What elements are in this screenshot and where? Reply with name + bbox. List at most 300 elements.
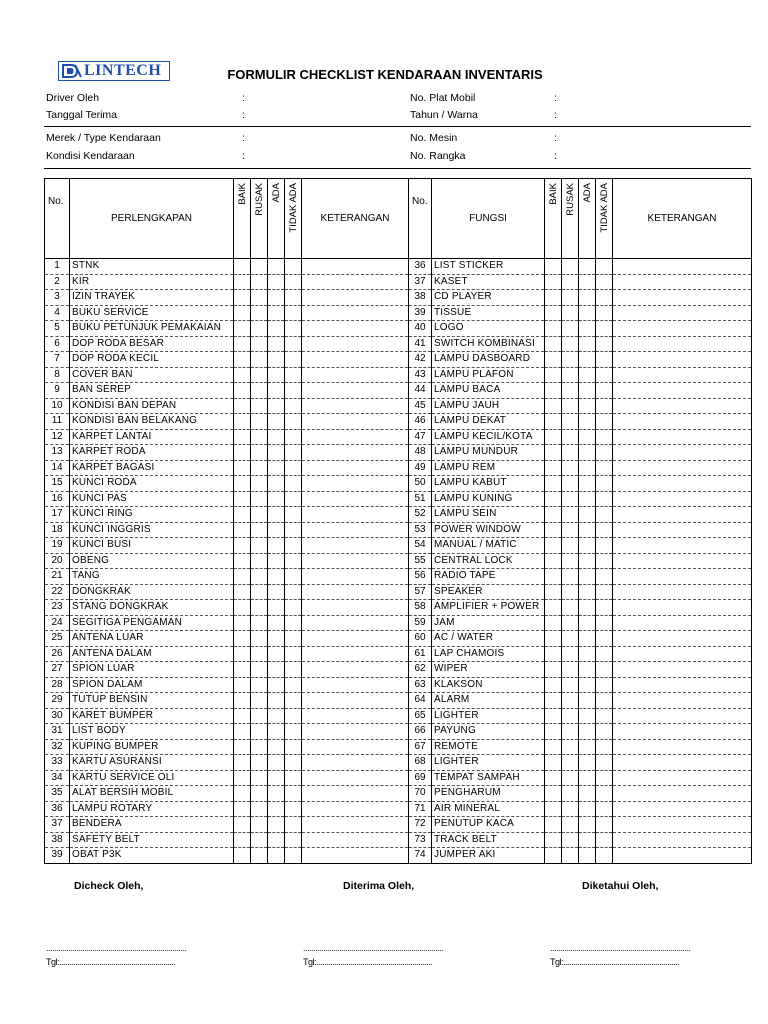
check-ada[interactable]: [579, 321, 596, 337]
check-ada[interactable]: [579, 801, 596, 817]
check-tidak-ada[interactable]: [596, 538, 613, 554]
check-tidak-ada[interactable]: [596, 336, 613, 352]
check-ada[interactable]: [579, 445, 596, 461]
keterangan-cell[interactable]: [613, 569, 752, 585]
check-tidak-ada[interactable]: [285, 522, 302, 538]
check-baik[interactable]: [234, 522, 251, 538]
check-ada[interactable]: [579, 600, 596, 616]
check-tidak-ada[interactable]: [285, 367, 302, 383]
check-rusak[interactable]: [251, 429, 268, 445]
check-rusak[interactable]: [562, 848, 579, 864]
keterangan-cell[interactable]: [302, 367, 409, 383]
check-baik[interactable]: [545, 662, 562, 678]
check-rusak[interactable]: [562, 724, 579, 740]
check-baik[interactable]: [545, 646, 562, 662]
check-tidak-ada[interactable]: [285, 832, 302, 848]
keterangan-cell[interactable]: [302, 755, 409, 771]
check-tidak-ada[interactable]: [285, 770, 302, 786]
keterangan-cell[interactable]: [302, 677, 409, 693]
keterangan-cell[interactable]: [302, 429, 409, 445]
check-tidak-ada[interactable]: [596, 832, 613, 848]
keterangan-cell[interactable]: [302, 693, 409, 709]
keterangan-cell[interactable]: [613, 724, 752, 740]
check-tidak-ada[interactable]: [285, 383, 302, 399]
check-baik[interactable]: [545, 724, 562, 740]
keterangan-cell[interactable]: [302, 646, 409, 662]
keterangan-cell[interactable]: [302, 522, 409, 538]
check-rusak[interactable]: [562, 398, 579, 414]
check-tidak-ada[interactable]: [596, 801, 613, 817]
check-baik[interactable]: [545, 693, 562, 709]
check-ada[interactable]: [579, 739, 596, 755]
check-rusak[interactable]: [251, 491, 268, 507]
check-tidak-ada[interactable]: [596, 677, 613, 693]
check-baik[interactable]: [545, 460, 562, 476]
check-rusak[interactable]: [251, 677, 268, 693]
check-baik[interactable]: [234, 398, 251, 414]
check-baik[interactable]: [545, 445, 562, 461]
check-baik[interactable]: [545, 352, 562, 368]
keterangan-cell[interactable]: [613, 786, 752, 802]
check-ada[interactable]: [268, 677, 285, 693]
check-tidak-ada[interactable]: [596, 321, 613, 337]
keterangan-cell[interactable]: [302, 832, 409, 848]
check-rusak[interactable]: [562, 553, 579, 569]
check-baik[interactable]: [234, 445, 251, 461]
check-ada[interactable]: [579, 538, 596, 554]
check-ada[interactable]: [268, 786, 285, 802]
check-ada[interactable]: [268, 414, 285, 430]
keterangan-cell[interactable]: [302, 398, 409, 414]
check-rusak[interactable]: [251, 615, 268, 631]
check-baik[interactable]: [234, 708, 251, 724]
check-ada[interactable]: [579, 724, 596, 740]
check-baik[interactable]: [234, 274, 251, 290]
keterangan-cell[interactable]: [302, 848, 409, 864]
keterangan-cell[interactable]: [613, 383, 752, 399]
check-rusak[interactable]: [562, 445, 579, 461]
check-ada[interactable]: [268, 460, 285, 476]
check-ada[interactable]: [579, 259, 596, 275]
check-rusak[interactable]: [562, 739, 579, 755]
check-baik[interactable]: [545, 584, 562, 600]
keterangan-cell[interactable]: [302, 817, 409, 833]
check-tidak-ada[interactable]: [285, 677, 302, 693]
check-baik[interactable]: [234, 631, 251, 647]
check-rusak[interactable]: [251, 832, 268, 848]
check-rusak[interactable]: [251, 693, 268, 709]
check-tidak-ada[interactable]: [596, 445, 613, 461]
keterangan-cell[interactable]: [613, 336, 752, 352]
check-baik[interactable]: [234, 786, 251, 802]
check-ada[interactable]: [268, 538, 285, 554]
check-ada[interactable]: [268, 584, 285, 600]
check-ada[interactable]: [268, 615, 285, 631]
check-rusak[interactable]: [562, 460, 579, 476]
keterangan-cell[interactable]: [302, 274, 409, 290]
check-baik[interactable]: [234, 724, 251, 740]
check-ada[interactable]: [268, 569, 285, 585]
keterangan-cell[interactable]: [302, 600, 409, 616]
check-rusak[interactable]: [562, 832, 579, 848]
keterangan-cell[interactable]: [613, 817, 752, 833]
check-rusak[interactable]: [251, 305, 268, 321]
check-tidak-ada[interactable]: [596, 615, 613, 631]
check-ada[interactable]: [579, 476, 596, 492]
check-baik[interactable]: [545, 817, 562, 833]
keterangan-cell[interactable]: [613, 801, 752, 817]
check-ada[interactable]: [268, 600, 285, 616]
keterangan-cell[interactable]: [613, 615, 752, 631]
check-ada[interactable]: [579, 383, 596, 399]
keterangan-cell[interactable]: [302, 259, 409, 275]
check-rusak[interactable]: [562, 321, 579, 337]
check-rusak[interactable]: [562, 615, 579, 631]
keterangan-cell[interactable]: [302, 801, 409, 817]
check-baik[interactable]: [545, 631, 562, 647]
check-ada[interactable]: [268, 429, 285, 445]
check-ada[interactable]: [579, 460, 596, 476]
check-rusak[interactable]: [251, 274, 268, 290]
check-ada[interactable]: [268, 817, 285, 833]
check-ada[interactable]: [579, 305, 596, 321]
check-tidak-ada[interactable]: [596, 600, 613, 616]
check-rusak[interactable]: [251, 600, 268, 616]
keterangan-cell[interactable]: [302, 352, 409, 368]
check-rusak[interactable]: [251, 476, 268, 492]
check-rusak[interactable]: [251, 259, 268, 275]
check-baik[interactable]: [234, 336, 251, 352]
check-ada[interactable]: [579, 336, 596, 352]
check-baik[interactable]: [234, 305, 251, 321]
check-baik[interactable]: [234, 832, 251, 848]
check-ada[interactable]: [268, 832, 285, 848]
check-rusak[interactable]: [251, 755, 268, 771]
check-baik[interactable]: [545, 786, 562, 802]
keterangan-cell[interactable]: [613, 600, 752, 616]
check-rusak[interactable]: [562, 770, 579, 786]
check-ada[interactable]: [268, 290, 285, 306]
check-baik[interactable]: [234, 848, 251, 864]
check-ada[interactable]: [268, 646, 285, 662]
keterangan-cell[interactable]: [302, 786, 409, 802]
check-tidak-ada[interactable]: [596, 507, 613, 523]
check-tidak-ada[interactable]: [596, 708, 613, 724]
check-ada[interactable]: [579, 817, 596, 833]
keterangan-cell[interactable]: [613, 460, 752, 476]
check-baik[interactable]: [234, 553, 251, 569]
check-ada[interactable]: [268, 770, 285, 786]
check-tidak-ada[interactable]: [285, 755, 302, 771]
check-tidak-ada[interactable]: [285, 414, 302, 430]
keterangan-cell[interactable]: [302, 445, 409, 461]
keterangan-cell[interactable]: [613, 770, 752, 786]
check-tidak-ada[interactable]: [285, 336, 302, 352]
check-tidak-ada[interactable]: [285, 553, 302, 569]
check-tidak-ada[interactable]: [596, 491, 613, 507]
keterangan-cell[interactable]: [613, 631, 752, 647]
check-rusak[interactable]: [251, 584, 268, 600]
check-baik[interactable]: [234, 460, 251, 476]
check-tidak-ada[interactable]: [285, 584, 302, 600]
keterangan-cell[interactable]: [613, 398, 752, 414]
check-baik[interactable]: [545, 600, 562, 616]
check-tidak-ada[interactable]: [285, 491, 302, 507]
check-tidak-ada[interactable]: [285, 259, 302, 275]
check-ada[interactable]: [268, 848, 285, 864]
check-ada[interactable]: [579, 569, 596, 585]
check-tidak-ada[interactable]: [596, 259, 613, 275]
check-baik[interactable]: [545, 383, 562, 399]
check-baik[interactable]: [545, 367, 562, 383]
check-tidak-ada[interactable]: [285, 631, 302, 647]
check-rusak[interactable]: [562, 305, 579, 321]
keterangan-cell[interactable]: [613, 755, 752, 771]
check-ada[interactable]: [268, 321, 285, 337]
check-tidak-ada[interactable]: [285, 476, 302, 492]
check-rusak[interactable]: [251, 708, 268, 724]
check-rusak[interactable]: [562, 259, 579, 275]
check-tidak-ada[interactable]: [596, 584, 613, 600]
check-rusak[interactable]: [251, 522, 268, 538]
keterangan-cell[interactable]: [302, 584, 409, 600]
keterangan-cell[interactable]: [613, 739, 752, 755]
check-rusak[interactable]: [562, 290, 579, 306]
keterangan-cell[interactable]: [302, 491, 409, 507]
check-rusak[interactable]: [251, 724, 268, 740]
check-tidak-ada[interactable]: [285, 724, 302, 740]
check-ada[interactable]: [268, 383, 285, 399]
keterangan-cell[interactable]: [613, 321, 752, 337]
check-rusak[interactable]: [251, 770, 268, 786]
check-rusak[interactable]: [562, 584, 579, 600]
check-ada[interactable]: [579, 848, 596, 864]
keterangan-cell[interactable]: [302, 305, 409, 321]
check-baik[interactable]: [545, 290, 562, 306]
check-tidak-ada[interactable]: [285, 600, 302, 616]
check-rusak[interactable]: [562, 786, 579, 802]
check-baik[interactable]: [234, 321, 251, 337]
check-tidak-ada[interactable]: [596, 553, 613, 569]
check-tidak-ada[interactable]: [596, 476, 613, 492]
check-tidak-ada[interactable]: [285, 445, 302, 461]
check-ada[interactable]: [268, 445, 285, 461]
check-ada[interactable]: [268, 553, 285, 569]
keterangan-cell[interactable]: [613, 832, 752, 848]
check-rusak[interactable]: [251, 646, 268, 662]
check-rusak[interactable]: [251, 383, 268, 399]
check-rusak[interactable]: [562, 708, 579, 724]
check-tidak-ada[interactable]: [596, 429, 613, 445]
check-ada[interactable]: [268, 631, 285, 647]
check-baik[interactable]: [234, 755, 251, 771]
keterangan-cell[interactable]: [613, 476, 752, 492]
check-rusak[interactable]: [251, 801, 268, 817]
keterangan-cell[interactable]: [302, 383, 409, 399]
check-ada[interactable]: [268, 522, 285, 538]
check-tidak-ada[interactable]: [596, 290, 613, 306]
check-tidak-ada[interactable]: [285, 321, 302, 337]
check-rusak[interactable]: [562, 476, 579, 492]
check-baik[interactable]: [545, 522, 562, 538]
check-rusak[interactable]: [251, 786, 268, 802]
check-baik[interactable]: [545, 491, 562, 507]
check-baik[interactable]: [545, 848, 562, 864]
check-tidak-ada[interactable]: [285, 817, 302, 833]
check-tidak-ada[interactable]: [596, 414, 613, 430]
check-baik[interactable]: [234, 801, 251, 817]
check-rusak[interactable]: [562, 801, 579, 817]
keterangan-cell[interactable]: [613, 662, 752, 678]
check-tidak-ada[interactable]: [596, 383, 613, 399]
check-tidak-ada[interactable]: [596, 569, 613, 585]
keterangan-cell[interactable]: [613, 259, 752, 275]
keterangan-cell[interactable]: [613, 677, 752, 693]
check-baik[interactable]: [545, 507, 562, 523]
check-baik[interactable]: [234, 770, 251, 786]
check-tidak-ada[interactable]: [596, 848, 613, 864]
check-ada[interactable]: [268, 662, 285, 678]
keterangan-cell[interactable]: [302, 662, 409, 678]
keterangan-cell[interactable]: [613, 352, 752, 368]
check-rusak[interactable]: [562, 367, 579, 383]
check-ada[interactable]: [579, 553, 596, 569]
keterangan-cell[interactable]: [613, 538, 752, 554]
check-rusak[interactable]: [562, 693, 579, 709]
keterangan-cell[interactable]: [613, 646, 752, 662]
check-rusak[interactable]: [251, 662, 268, 678]
keterangan-cell[interactable]: [302, 336, 409, 352]
check-ada[interactable]: [579, 786, 596, 802]
check-baik[interactable]: [545, 553, 562, 569]
keterangan-cell[interactable]: [302, 708, 409, 724]
check-baik[interactable]: [545, 739, 562, 755]
check-baik[interactable]: [545, 770, 562, 786]
check-tidak-ada[interactable]: [285, 398, 302, 414]
check-tidak-ada[interactable]: [285, 708, 302, 724]
check-ada[interactable]: [579, 770, 596, 786]
check-baik[interactable]: [545, 398, 562, 414]
check-rusak[interactable]: [562, 383, 579, 399]
check-ada[interactable]: [268, 708, 285, 724]
keterangan-cell[interactable]: [302, 507, 409, 523]
check-tidak-ada[interactable]: [596, 693, 613, 709]
check-baik[interactable]: [234, 677, 251, 693]
check-tidak-ada[interactable]: [596, 398, 613, 414]
check-rusak[interactable]: [562, 352, 579, 368]
check-rusak[interactable]: [562, 631, 579, 647]
check-tidak-ada[interactable]: [285, 786, 302, 802]
check-tidak-ada[interactable]: [285, 460, 302, 476]
check-ada[interactable]: [579, 398, 596, 414]
check-tidak-ada[interactable]: [285, 274, 302, 290]
check-rusak[interactable]: [251, 817, 268, 833]
check-tidak-ada[interactable]: [285, 429, 302, 445]
check-ada[interactable]: [579, 693, 596, 709]
check-rusak[interactable]: [562, 646, 579, 662]
check-baik[interactable]: [234, 414, 251, 430]
check-rusak[interactable]: [562, 569, 579, 585]
check-baik[interactable]: [234, 693, 251, 709]
check-rusak[interactable]: [562, 414, 579, 430]
check-baik[interactable]: [234, 476, 251, 492]
check-baik[interactable]: [545, 755, 562, 771]
check-tidak-ada[interactable]: [285, 305, 302, 321]
check-rusak[interactable]: [562, 600, 579, 616]
keterangan-cell[interactable]: [613, 708, 752, 724]
check-ada[interactable]: [268, 259, 285, 275]
keterangan-cell[interactable]: [613, 584, 752, 600]
keterangan-cell[interactable]: [302, 553, 409, 569]
check-ada[interactable]: [579, 615, 596, 631]
check-ada[interactable]: [579, 414, 596, 430]
check-baik[interactable]: [545, 569, 562, 585]
check-rusak[interactable]: [251, 321, 268, 337]
check-rusak[interactable]: [562, 522, 579, 538]
check-ada[interactable]: [579, 290, 596, 306]
keterangan-cell[interactable]: [613, 290, 752, 306]
check-baik[interactable]: [234, 538, 251, 554]
check-rusak[interactable]: [562, 507, 579, 523]
check-baik[interactable]: [234, 429, 251, 445]
check-tidak-ada[interactable]: [596, 755, 613, 771]
keterangan-cell[interactable]: [302, 739, 409, 755]
check-rusak[interactable]: [251, 739, 268, 755]
check-baik[interactable]: [234, 491, 251, 507]
check-ada[interactable]: [579, 352, 596, 368]
check-baik[interactable]: [545, 336, 562, 352]
check-ada[interactable]: [268, 507, 285, 523]
keterangan-cell[interactable]: [613, 553, 752, 569]
check-tidak-ada[interactable]: [285, 615, 302, 631]
check-ada[interactable]: [268, 305, 285, 321]
check-rusak[interactable]: [562, 429, 579, 445]
check-rusak[interactable]: [562, 491, 579, 507]
check-ada[interactable]: [268, 476, 285, 492]
check-rusak[interactable]: [562, 755, 579, 771]
check-rusak[interactable]: [251, 569, 268, 585]
keterangan-cell[interactable]: [302, 770, 409, 786]
keterangan-cell[interactable]: [302, 460, 409, 476]
keterangan-cell[interactable]: [613, 693, 752, 709]
check-baik[interactable]: [545, 708, 562, 724]
check-rusak[interactable]: [251, 538, 268, 554]
keterangan-cell[interactable]: [302, 476, 409, 492]
keterangan-cell[interactable]: [302, 569, 409, 585]
keterangan-cell[interactable]: [613, 522, 752, 538]
check-rusak[interactable]: [251, 553, 268, 569]
keterangan-cell[interactable]: [613, 507, 752, 523]
keterangan-cell[interactable]: [613, 848, 752, 864]
check-rusak[interactable]: [251, 290, 268, 306]
check-baik[interactable]: [545, 832, 562, 848]
keterangan-cell[interactable]: [613, 491, 752, 507]
check-rusak[interactable]: [251, 631, 268, 647]
check-baik[interactable]: [234, 259, 251, 275]
check-ada[interactable]: [579, 429, 596, 445]
check-baik[interactable]: [545, 476, 562, 492]
check-tidak-ada[interactable]: [596, 770, 613, 786]
check-baik[interactable]: [234, 367, 251, 383]
keterangan-cell[interactable]: [302, 290, 409, 306]
check-baik[interactable]: [545, 429, 562, 445]
keterangan-cell[interactable]: [302, 631, 409, 647]
check-ada[interactable]: [268, 724, 285, 740]
check-baik[interactable]: [545, 677, 562, 693]
keterangan-cell[interactable]: [302, 538, 409, 554]
check-baik[interactable]: [234, 584, 251, 600]
check-ada[interactable]: [268, 801, 285, 817]
